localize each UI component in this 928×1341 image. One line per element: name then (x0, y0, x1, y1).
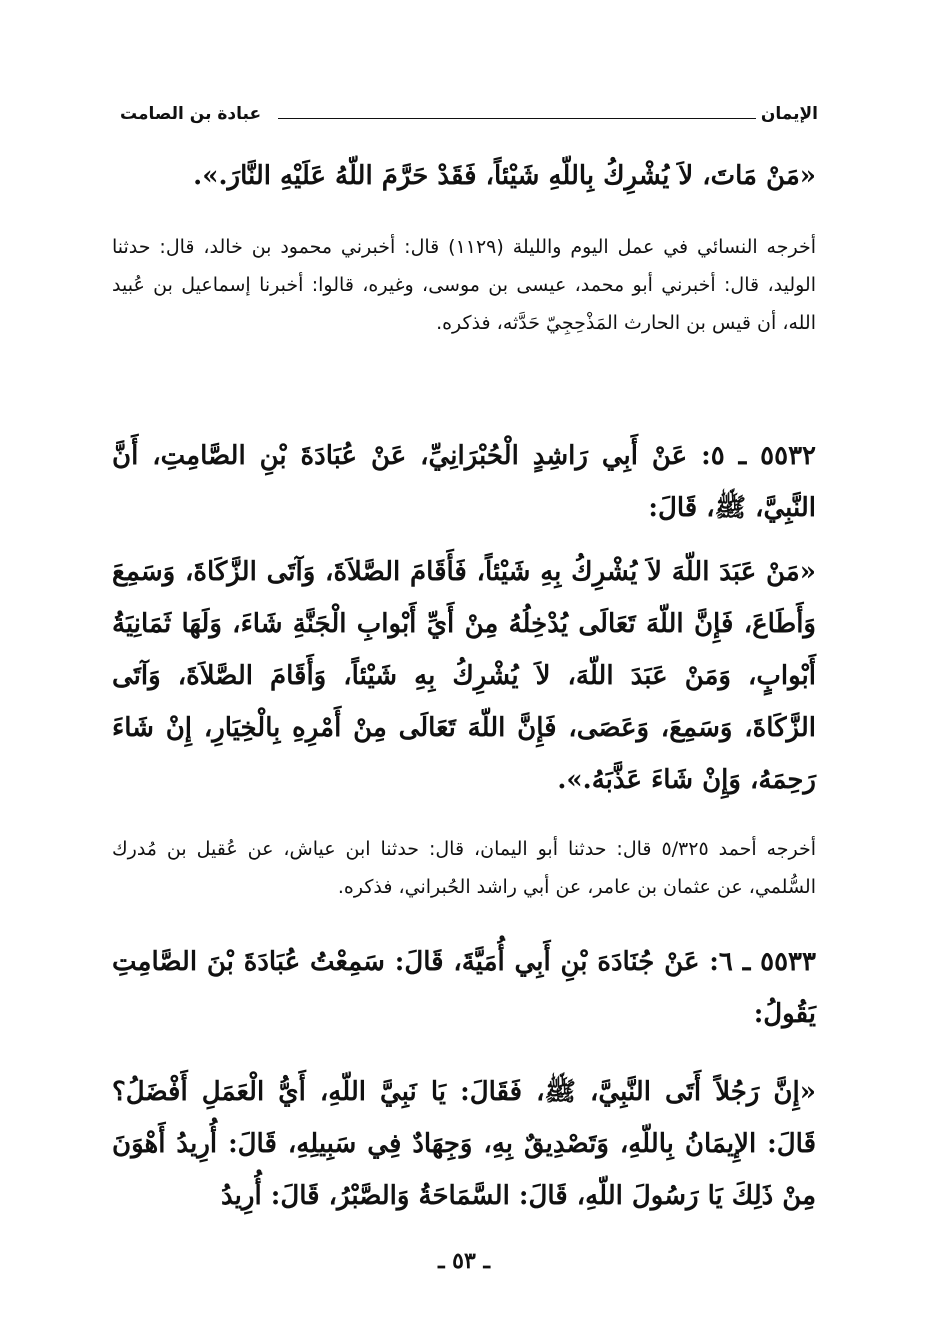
chapter-title: الإيمان (760, 104, 818, 124)
takhrij-note: أخرجه النسائي في عمل اليوم والليلة (١١٢٩) قال: أخبرني محمود بن خالد، قال: حدثنا الوليد، قال: أخبرني أبو محمد، عيسى بن موسى، وغيره، قالوا: أخبرنا إسماعيل بن عُبيد الله، أن قيس بن الحارث المَذْحِجِيّ حَدَّثه، فذكره. (112, 236, 816, 334)
hadith-5533-isnad: ٥٥٣٣ ـ ٦: عَنْ جُنَادَهَ بْنِ أَبِي أُمَيَّةَ، قَالَ: سَمِعْتُ عُبَادَةَ بْنَ الصَّامِتِ يَقُولُ: (112, 947, 816, 1029)
running-header (120, 104, 818, 134)
takhrij-note: أخرجه أحمد ٥/٣٢٥ قال: حدثنا أبو اليمان، قال: حدثنا ابن عياش، عن عُقيل بن مُدرك السُّلمي، عن عثمان بن عامر، عن أبي راشد الحُبراني، فذكره. (112, 838, 817, 898)
page-number: ـ ٥٣ ـ (438, 1248, 490, 1274)
hadith-5533-matn: «إِنَّ رَجُلاً أَتَى النَّبِيَّ، ﷺ، فَقَالَ: يَا نَبِيَّ اللّهِ، أَيُّ الْعَمَلِ أَفْضَلُ؟ قَالَ: الإِيمَانُ بِاللّهِ، وَتَصْدِيقٌ بِهِ، وَجِهَادٌ فِي سَبِيلِهِ، قَالَ: أُرِيدُ أَهْوَنَ مِنْ ذَلِكَ يَا رَسُولَ اللّهِ، قَالَ: السَّمَاحَةُ وَالصَّبْرُ، قَالَ: أُرِيدُ (112, 1077, 816, 1211)
section-title: عبادة بن الصامت (120, 104, 262, 124)
header-rule (278, 118, 756, 119)
hadith-5532-matn: «مَنْ عَبَدَ اللّهَ لاَ يُشْرِكُ بِهِ شَيْئاً، فَأَقَامَ الصَّلاَةَ، وَآتَى الزَّكَاةَ، وَسَمِعَ وَأَطَاعَ، فَإِنَّ اللّهَ تَعَالَى يُدْخِلُهُ مِنْ أَيِّ أَبْوابِ الْجَنَّةِ شَاءَ، وَلَهَا ثَمَانِيَةُ أَبْوابٍ، وَمَنْ عَبَدَ اللّهَ، لاَ يُشْرِكُ بِهِ شَيْئاً، وَأَقَامَ الصَّلاَةَ، وَآتَى الزَّكَاةَ، وَسَمِعَ، وَعَصَى، فَإِنَّ اللّهَ تَعَالَى مِنْ أَمْرِهِ بِالْخِيَارِ، إِنْ شَاءَ رَحِمَهُ، وَإِنْ شَاءَ عَذَّبَهُ.». (112, 557, 816, 795)
hadith-ending: «مَنْ مَاتَ، لاَ يُشْرِكُ بِاللّهِ شَيْئاً، فَقَدْ حَرَّمَ اللّهُ عَلَيْهِ النَّارَ.». (193, 161, 816, 191)
hadith-5532-isnad: ٥٥٣٢ ـ ٥: عَنْ أَبِي رَاشِدٍ الْحُبْرَانِيِّ، عَنْ عُبَادَةَ بْنِ الصَّامِتِ، أَنَّ النَّبِيَّ، ﷺ، قَالَ: (112, 441, 816, 523)
